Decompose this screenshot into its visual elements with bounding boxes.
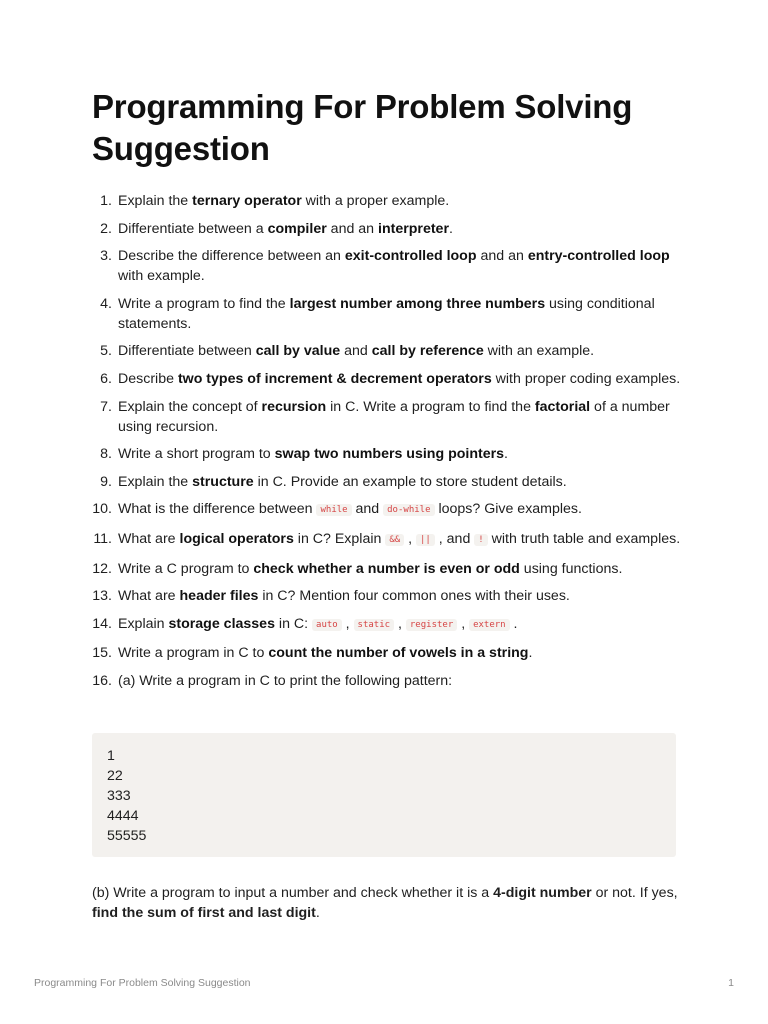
question-item (92, 444, 682, 464)
text-run: and an (476, 248, 528, 265)
text-run: Write a C program to (118, 560, 254, 577)
text-run: Describe (118, 370, 178, 387)
bold-term: call by reference (371, 343, 484, 360)
text-run: and an (326, 220, 379, 237)
text-run: in C. Provide an example to store student details. (253, 473, 567, 490)
question-number: 10. (92, 501, 112, 518)
bold-term: recursion (261, 398, 327, 415)
footer-page-number: 1 (728, 977, 734, 989)
question-16b-text (92, 883, 682, 923)
bold-term: structure (192, 473, 254, 490)
question-number: 12. (92, 560, 112, 577)
question-item (92, 529, 682, 551)
text-run: , (457, 615, 470, 632)
text-run: Explain the (118, 193, 193, 209)
text-run: What is the difference between (118, 501, 317, 518)
question-number: 1. (100, 193, 112, 209)
text-run: in C: (274, 615, 313, 632)
inline-code: register (406, 619, 457, 631)
text-run: loops? Give examples. (434, 501, 582, 518)
inline-code: static (354, 619, 395, 631)
text-run: Write a program to find the (118, 295, 290, 312)
footer-title: Programming For Problem Solving Suggestion (34, 977, 251, 989)
question-number: 4. (100, 295, 112, 312)
bold-term: count the number of vowels in a string (268, 645, 529, 662)
text-run: with truth table and examples. (487, 530, 681, 547)
question-item (92, 499, 682, 521)
text-run: What are (118, 588, 180, 605)
text-run: (a) Write a program in C to print the following pattern: (118, 672, 453, 689)
text-run: Describe the difference between an (118, 248, 345, 265)
text-run: Differentiate between a (118, 220, 268, 237)
text-run: . (528, 645, 533, 662)
inline-code: && (385, 534, 404, 546)
question-number: 5. (100, 343, 112, 360)
text-run: . (504, 446, 508, 463)
bold-term: factorial (534, 398, 591, 415)
question-item (92, 643, 682, 663)
question-number: 13. (92, 588, 112, 605)
bold-term: header files (179, 588, 259, 605)
text-run: , (394, 615, 406, 632)
text-run: of a number using recursion. (118, 398, 670, 435)
question-number: 9. (100, 473, 112, 490)
text-run: with proper coding examples. (491, 370, 681, 387)
bold-term: check whether a number is even or odd (253, 560, 520, 577)
question-number: 11. (93, 530, 112, 547)
text-run: and (351, 501, 384, 518)
text-run: using functions. (519, 560, 623, 577)
question-number: 14. (92, 615, 112, 632)
pattern-code-text: 1 22 333 4444 55555 (107, 748, 147, 844)
question-item (92, 586, 682, 606)
text-run: , and (434, 530, 475, 547)
bold-term: call by value (255, 343, 341, 360)
question-number: 2. (100, 220, 112, 237)
bold-term: compiler (267, 220, 327, 237)
question-item (92, 294, 682, 334)
text-run: What are (118, 530, 180, 547)
text-run: with a proper example. (301, 193, 450, 209)
question-number: 8. (100, 446, 112, 463)
text-run: . (509, 615, 518, 632)
text-run: Explain the (118, 473, 193, 490)
text-run: . (448, 220, 453, 237)
bold-term: swap two numbers using pointers (274, 446, 505, 463)
inline-code: while (316, 504, 351, 516)
text-run: , (341, 615, 354, 632)
bold-term: exit-controlled loop (344, 248, 477, 265)
question-number: 15. (92, 645, 112, 662)
inline-code: || (416, 534, 435, 546)
inline-code: auto (312, 619, 342, 631)
question-item (92, 559, 682, 579)
text-run: or not. If yes, (591, 885, 678, 901)
bold-term: largest number among three numbers (289, 295, 546, 312)
question-item (92, 369, 682, 389)
bold-term: entry-controlled loop (527, 248, 670, 265)
question-item (92, 671, 682, 691)
bold-term: 4-digit number (493, 885, 592, 901)
text-run: with example. (118, 268, 205, 285)
inline-code: ! (474, 534, 487, 546)
text-run: Explain (118, 615, 169, 632)
bold-term: logical operators (179, 530, 294, 547)
question-number: 16. (92, 672, 112, 689)
text-run: in C? Mention four common ones with their uses. (258, 588, 570, 605)
question-item (92, 191, 682, 211)
text-run: using conditional statements. (118, 295, 655, 332)
bold-term: storage classes (168, 615, 275, 632)
text-run: in C? Explain (293, 530, 386, 547)
question-list (92, 191, 682, 699)
bold-term: find the sum of first and last digit (92, 905, 316, 921)
pattern-code-block (92, 733, 676, 857)
question-number: 7. (100, 398, 112, 415)
bold-term: interpreter (378, 220, 449, 237)
text-run: and (340, 343, 372, 360)
page-title: Programming For Problem Solving Suggestion (92, 88, 633, 167)
text-run: , (404, 530, 416, 547)
inline-code: extern (469, 619, 510, 631)
text-run: . (315, 905, 320, 921)
bold-term: ternary operator (192, 193, 302, 209)
question-item (92, 472, 682, 492)
inline-code: do-while (383, 504, 434, 516)
text-run: Write a short program to (118, 446, 275, 463)
text-run: Explain the concept of (118, 398, 262, 415)
text-run: in C. Write a program to find the (326, 398, 535, 415)
question-item (92, 219, 682, 239)
bold-term: two types of increment & decrement operators (177, 370, 492, 387)
question-number: 6. (100, 370, 112, 387)
text-run: (b) Write a program to input a number and check whether it is a (92, 885, 494, 901)
text-run: Differentiate between (118, 343, 256, 360)
question-item (92, 246, 682, 286)
question-item (92, 341, 682, 361)
question-item (92, 614, 682, 636)
question-item (92, 397, 682, 437)
text-run: with an example. (483, 343, 595, 360)
text-run: Write a program in C to (118, 645, 269, 662)
question-number: 3. (100, 248, 112, 265)
